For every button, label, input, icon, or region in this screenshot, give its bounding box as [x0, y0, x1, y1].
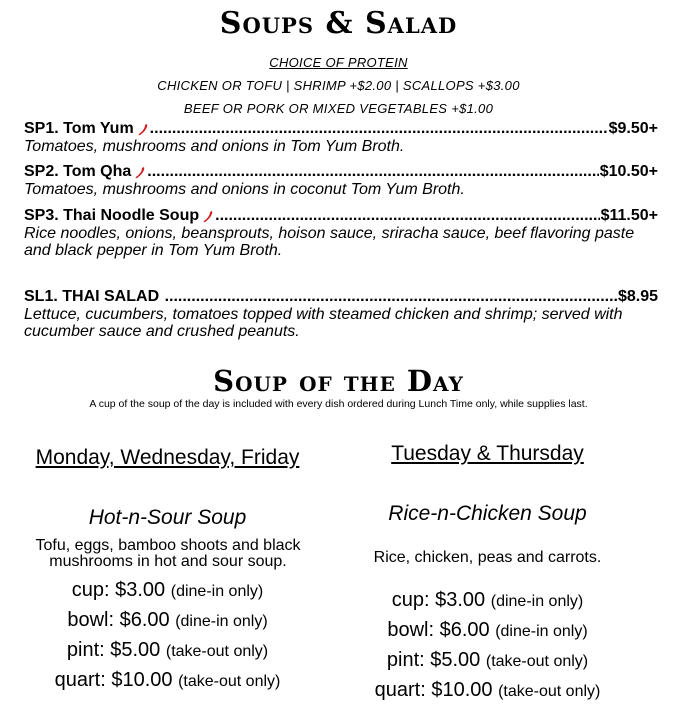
protein-heading: CHOICE OF PROTEIN [269, 55, 408, 70]
item-description: Tomatoes, mushrooms and onions in coconut Tom Yum Broth. [24, 181, 465, 198]
price-quart: quart: $10.00 (take-out only) [54, 669, 281, 691]
soup-of-the-day-title: Soup of the Day [213, 364, 464, 398]
days-mon-wed-fri: Monday, Wednesday, Friday [35, 446, 300, 469]
price-pint: pint: $5.00 (take-out only) [66, 639, 269, 661]
protein-options-line-2: BEEF OR PORK OR MIXED VEGETABLES +$1.00 [183, 101, 494, 116]
price-quart: quart: $10.00 (take-out only) [374, 679, 601, 701]
leader-dots [147, 163, 598, 181]
leader-dots [165, 288, 617, 306]
menu-item-sp1 [24, 120, 658, 155]
item-price: $8.95 [617, 288, 658, 305]
leader-dots [150, 120, 608, 138]
menu-item-sl1 [24, 288, 658, 340]
price-bowl: bowl: $6.00 (dine-in only) [387, 619, 588, 641]
soup-description: Tofu, eggs, bamboo shoots and black mushrooms in hot and sour soup. [35, 537, 301, 570]
price-cup: cup: $3.00 (dine-in only) [391, 589, 584, 611]
item-description: Tomatoes, mushrooms and onions in Tom Yum Broth. [24, 138, 405, 155]
soups-salad-title: Soups & Salad [219, 6, 458, 41]
leader-dots [215, 207, 599, 225]
price-cup: cup: $3.00 (dine-in only) [71, 579, 264, 601]
item-description: Lettuce, cucumbers, tomatoes topped with steamed chicken and shrimp; served with cucumber sauce and crushed peanuts. [24, 306, 623, 340]
menu-item-sp3 [24, 207, 658, 259]
chili-pepper-icon [137, 123, 149, 136]
soup-name-hot-n-sour: Hot-n-Sour Soup [88, 506, 247, 529]
item-price: $11.50+ [600, 207, 658, 224]
item-name: SP1. Tom Yum [24, 120, 134, 137]
soup-description: Rice, chicken, peas and carrots. [373, 549, 602, 566]
chili-pepper-icon [202, 210, 214, 223]
soup-name-rice-n-chicken: Rice-n-Chicken Soup [388, 502, 587, 525]
chili-pepper-icon [134, 166, 146, 179]
item-price: $9.50+ [608, 120, 658, 137]
soup-of-the-day-note: A cup of the soup of the day is included with every dish ordered during Lunch Time only, while supplies last. [89, 398, 588, 410]
days-tue-thu: Tuesday & Thursday [391, 442, 584, 465]
protein-options-line-1: CHICKEN OR TOFU | SHRIMP +$2.00 | SCALLOPS +$3.00 [157, 78, 520, 93]
price-bowl: bowl: $6.00 (dine-in only) [67, 609, 268, 631]
item-price: $10.50+ [599, 163, 658, 180]
item-description: Rice noodles, onions, beansprouts, hoison sauce, sriracha sauce, beef flavoring paste and black pepper in Tom Yum Broth. [24, 225, 635, 259]
menu-item-sp2 [24, 163, 658, 198]
price-pint: pint: $5.00 (take-out only) [386, 649, 589, 671]
item-name: SP3. Thai Noodle Soup [24, 207, 200, 224]
item-name: SP2. Tom Qha [24, 163, 132, 180]
item-name: SL1. THAI SALAD [24, 288, 160, 305]
